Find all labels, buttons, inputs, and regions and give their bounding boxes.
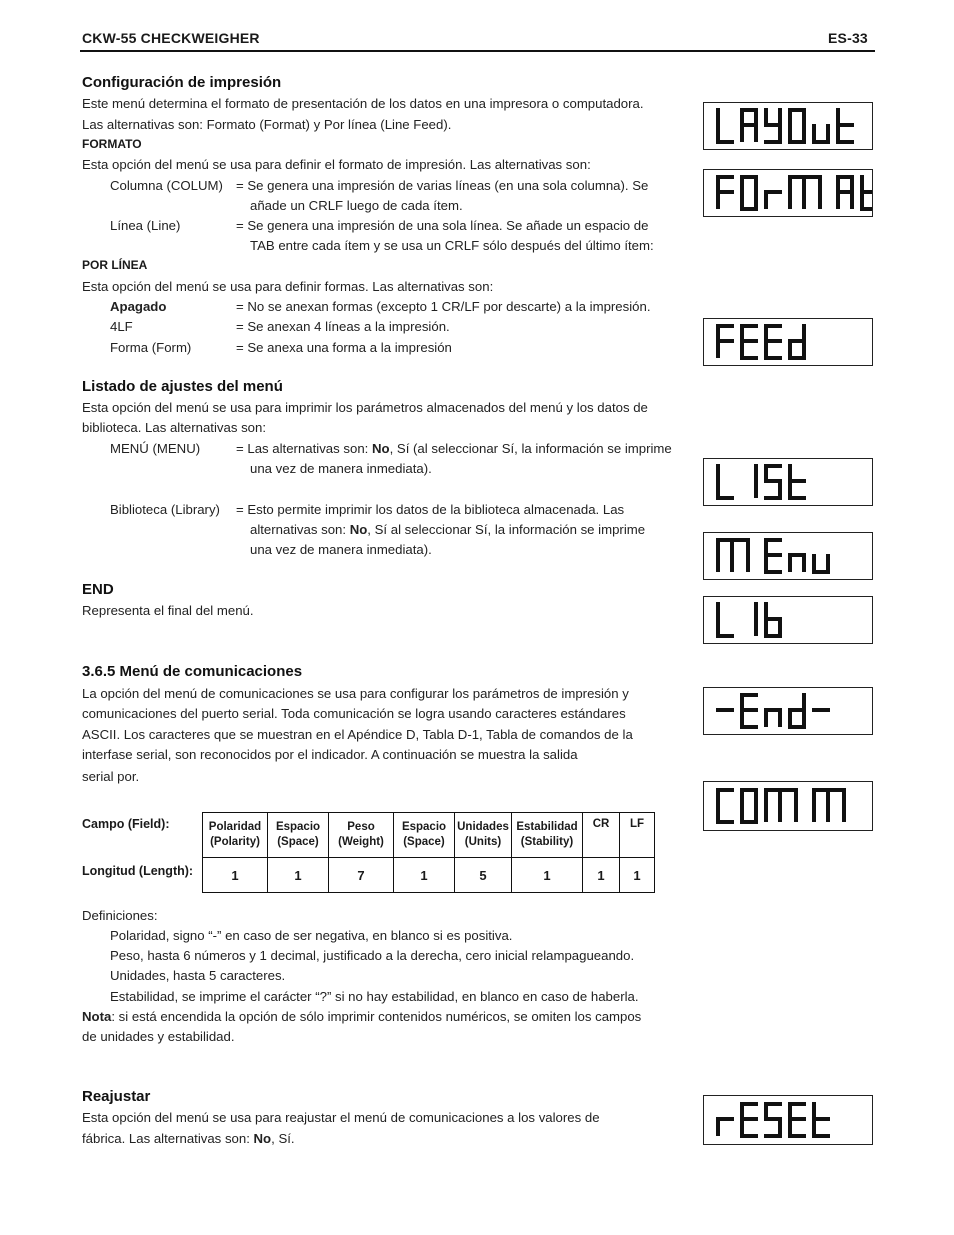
table-value-cell: 1 — [394, 858, 455, 893]
table-header-row — [203, 813, 655, 858]
lcd-digits — [712, 598, 872, 642]
table-header-cell: Unidades (Units) — [455, 813, 512, 858]
definition-stability: Estabilidad, se imprime el carácter “?” si no hay estabilidad, en blanco en caso de haberla. — [110, 989, 639, 1004]
desc-menu-2: una vez de manera inmediata). — [250, 461, 432, 476]
comm-para-4: interfase serial, son reconocidos por el indicador. A continuación se muestra la salida — [82, 747, 578, 762]
section-heading-print-config: Configuración de impresión — [82, 74, 282, 91]
desc-line-2: TAB entre cada ítem y se usa un CRLF sólo después del último ítem: — [250, 238, 654, 253]
table-header-cell: CR — [583, 813, 620, 858]
note-line-1: Nota: si está encendida la opción de sólo imprimir contenidos numéricos, se omiten los campos — [82, 1009, 642, 1024]
desc-colum-2: añade un CRLF luego de cada ítem. — [250, 198, 463, 213]
section-heading-comm: 3.6.5 Menú de comunicaciones — [82, 663, 303, 680]
lcd-display-feed — [703, 318, 873, 366]
lcd-display-lib — [703, 596, 873, 644]
lcd-digits — [712, 534, 872, 578]
header-rule — [80, 50, 875, 52]
desc-line-1: = Se genera una impresión de una sola línea. Se añade un espacio de — [236, 218, 649, 233]
lcd-digits — [712, 104, 872, 148]
lcd-display-format — [703, 169, 873, 217]
desc-library-1: = Esto permite imprimir los datos de la biblioteca almacenada. Las — [236, 502, 625, 517]
table-value-cell: 1 — [512, 858, 583, 893]
reset-para-1: Esta opción del menú se usa para reajustar el menú de comunicaciones a los valores de — [82, 1110, 600, 1125]
lcd-digits — [712, 320, 872, 364]
lcd-display-end — [703, 687, 873, 735]
lcd-digits — [712, 784, 872, 828]
lcd-display-list — [703, 458, 873, 506]
comm-para-1: La opción del menú de comunicaciones se usa para configurar los parámetros de impresión y — [82, 686, 629, 701]
definition-polarity: Polaridad, signo “-” en caso de ser negativa, en blanco si es positiva. — [110, 928, 513, 943]
term-forma: Forma (Form) — [110, 340, 192, 355]
lcd-digits — [712, 1098, 872, 1142]
term-4lf: 4LF — [110, 319, 133, 334]
table-value-cell: 1 — [203, 858, 268, 893]
section-heading-reset: Reajustar — [82, 1088, 151, 1105]
document-title: CKW-55 CHECKWEIGHER — [82, 30, 260, 46]
desc-colum-1: = Se genera una impresión de varias líneas (en una sola columna). Se — [236, 178, 649, 193]
table-value-row — [203, 858, 655, 893]
reset-para-2: fábrica. Las alternativas son: No, Sí. — [82, 1131, 295, 1146]
table-header-cell: Espacio (Space) — [394, 813, 455, 858]
formato-intro: Esta opción del menú se usa para definir el formato de impresión. Las alternativas son: — [82, 157, 591, 172]
lcd-display-layout — [703, 102, 873, 150]
list-menu-intro-2: biblioteca. Las alternativas son: — [82, 420, 267, 435]
por-linea-intro: Esta opción del menú se usa para definir formas. Las alternativas son: — [82, 279, 494, 294]
comm-para-3: ASCII. Los caracteres que se muestran en el Apéndice D, Tabla D-1, Tabla de comandos de la — [82, 727, 633, 742]
note-line-2: de unidades y estabilidad. — [82, 1029, 235, 1044]
serial-format-table — [202, 812, 655, 893]
term-line: Línea (Line) — [110, 218, 181, 233]
table-value-cell: 1 — [620, 858, 655, 893]
table-header-cell: Estabilidad (Stability) — [512, 813, 583, 858]
term-colum: Columna (COLUM) — [110, 178, 223, 193]
page-number: ES-33 — [828, 30, 868, 46]
term-library: Biblioteca (Library) — [110, 502, 220, 517]
table-value-cell: 5 — [455, 858, 512, 893]
desc-apagado: = No se anexan formas (excepto 1 CR/LF por descarte) a la impresión. — [236, 299, 651, 314]
end-text: Representa el final del menú. — [82, 603, 254, 618]
section-heading-end: END — [82, 581, 114, 598]
table-header-cell: LF — [620, 813, 655, 858]
subheading-por-linea: POR LÍNEA — [82, 258, 148, 272]
desc-library-3: una vez de manera inmediata). — [250, 542, 432, 557]
table-header-cell: Espacio (Space) — [268, 813, 329, 858]
comm-para-5: serial por. — [82, 769, 140, 784]
lcd-display-menu — [703, 532, 873, 580]
desc-library-2: alternativas son: No, Sí al seleccionar Sí, la información se imprime — [250, 522, 646, 537]
desc-menu-1: = Las alternativas son: No, Sí (al seleccionar Sí, la información se imprime — [236, 441, 672, 456]
definition-units: Unidades, hasta 5 caracteres. — [110, 968, 286, 983]
comm-para-2: comunicaciones del puerto serial. Toda comunicación se logra usando caracteres estándares — [82, 706, 626, 721]
lcd-display-reset — [703, 1095, 873, 1145]
term-apagado: Apagado — [110, 299, 167, 314]
print-config-intro-2: Las alternativas son: Formato (Format) y Por línea (Line Feed). — [82, 117, 452, 132]
table-header-cell: Polaridad (Polarity) — [203, 813, 268, 858]
lcd-digits — [712, 171, 872, 215]
section-heading-list-menu: Listado de ajustes del menú — [82, 378, 283, 395]
lcd-digits — [712, 689, 872, 733]
table-header-cell: Peso (Weight) — [329, 813, 394, 858]
desc-forma: = Se anexa una forma a la impresión — [236, 340, 452, 355]
field-label: Campo (Field): — [82, 817, 170, 831]
length-label: Longitud (Length): — [82, 864, 194, 878]
lcd-display-comm — [703, 781, 873, 831]
desc-4lf: = Se anexan 4 líneas a la impresión. — [236, 319, 450, 334]
table-value-cell: 1 — [583, 858, 620, 893]
definitions-heading: Definiciones: — [82, 908, 158, 923]
print-config-intro-1: Este menú determina el formato de presentación de los datos en una impresora o computadora. — [82, 96, 644, 111]
lcd-digits — [712, 460, 872, 504]
table-value-cell: 1 — [268, 858, 329, 893]
term-menu: MENÚ (MENU) — [110, 441, 201, 456]
definition-weight: Peso, hasta 6 números y 1 decimal, justificado a la derecha, cero inicial relampagueando. — [110, 948, 635, 963]
list-menu-intro-1: Esta opción del menú se usa para imprimir los parámetros almacenados del menú y los datos de — [82, 400, 648, 415]
table-value-cell: 7 — [329, 858, 394, 893]
subheading-formato: FORMATO — [82, 137, 142, 151]
